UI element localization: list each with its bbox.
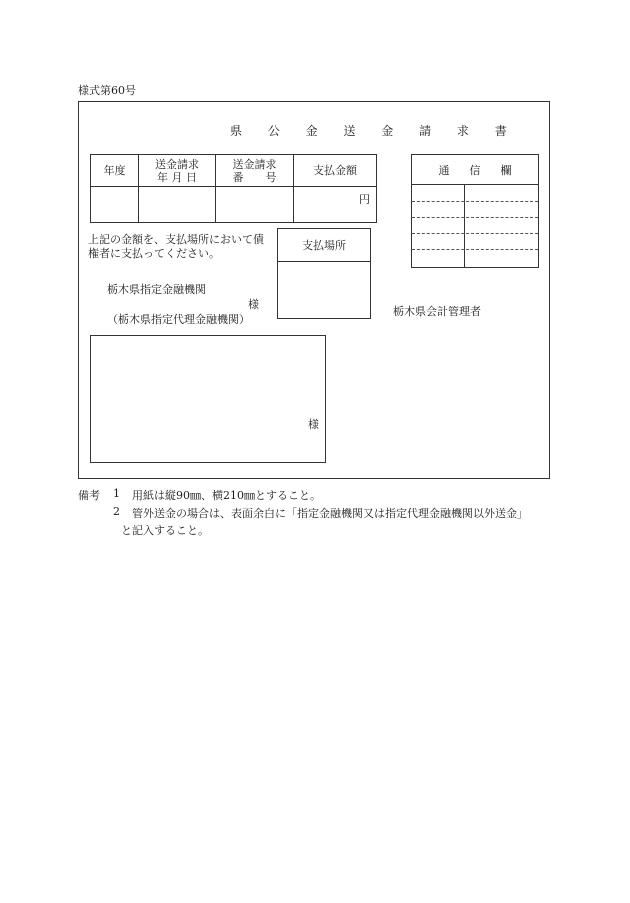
communication-row-line — [412, 249, 538, 250]
note-text: 管外送金の場合は、表面余白に「指定金融機関又は指定代理金融機関以外送金」 — [132, 507, 528, 520]
cell-request-date[interactable] — [139, 187, 216, 223]
communication-row-line — [412, 201, 538, 202]
bank-honorific: 様 — [248, 298, 259, 311]
notes-label: 備考 — [78, 489, 100, 502]
form-title: 県 公 金 送 金 請 求 書 — [230, 124, 518, 138]
communication-divider — [464, 185, 465, 267]
recipient-honorific: 様 — [308, 418, 319, 431]
note-number: 1 — [113, 487, 120, 500]
cell-request-number[interactable] — [216, 187, 294, 223]
recipient-box[interactable] — [90, 335, 326, 463]
yen-label: 円 — [359, 193, 370, 206]
agent-bank: （栃木県指定代理金融機関） — [107, 313, 250, 326]
communication-label: 通信欄 — [412, 155, 538, 185]
payment-place-field[interactable] — [278, 262, 370, 319]
treasurer: 栃木県会計管理者 — [393, 305, 481, 318]
payment-instruction: 上記の金額を、支払場所において債権者に支払ってください。 — [88, 233, 264, 260]
cell-amount[interactable] — [294, 187, 377, 223]
header-request-number-line1: 送金請求 — [232, 157, 277, 171]
header-request-date-line1: 送金請求 — [155, 157, 199, 171]
payment-place-label: 支払場所 — [278, 229, 370, 262]
header-amount: 支払金額 — [294, 155, 377, 187]
header-request-date-line2: 年 月 日 — [157, 170, 197, 184]
header-request-number — [216, 155, 294, 187]
cell-year[interactable] — [91, 187, 139, 223]
payment-place-box — [277, 228, 371, 319]
communication-row-line — [412, 217, 538, 218]
form-number: 様式第60号 — [78, 84, 136, 97]
header-year: 年度 — [91, 155, 139, 187]
note-number: 2 — [113, 505, 120, 518]
header-request-date — [139, 155, 216, 187]
designated-bank: 栃木県指定金融機関 — [107, 283, 206, 296]
note-text-continued: と記入すること。 — [121, 524, 209, 537]
communication-body[interactable] — [412, 185, 538, 267]
remittance-table — [90, 154, 377, 223]
communication-box — [411, 154, 539, 268]
header-request-number-line2: 番 号 — [232, 170, 277, 184]
communication-row-line — [412, 233, 538, 234]
note-text: 用紙は縦90㎜、横210㎜とすること。 — [132, 489, 321, 502]
